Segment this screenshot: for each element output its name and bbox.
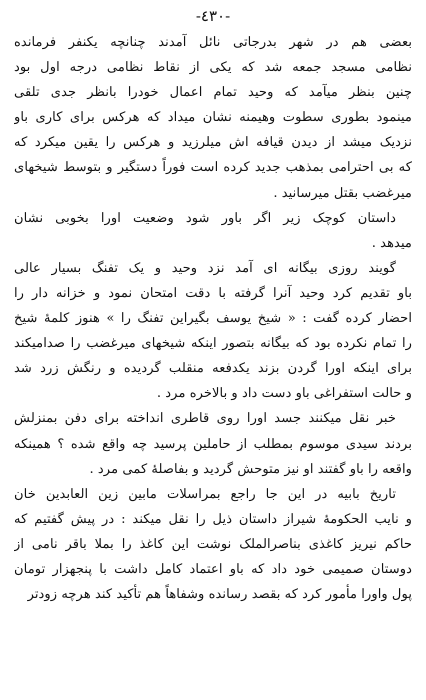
text-line: احضار کرده گفت : « شیخ یوسف بگیراین تفنگ را » هنوز کلمهٔ شیخ	[14, 311, 412, 327]
page-number: -٤٣٠-	[195, 7, 231, 25]
text-line: تاریخ بابیه در این جا راجع بمراسلات مابین زین العابدین خان	[14, 486, 396, 502]
text-line: و حالت استفراغی باو دست داد و بالاخره مرد .	[156, 386, 412, 402]
paragraph	[14, 406, 412, 481]
paragraph	[14, 206, 412, 256]
paragraph	[14, 30, 412, 206]
text-line: برای اینکه اورا گردن بزند یکدفعه منقلب گردیده و رنگش زرد شد	[14, 361, 412, 377]
paragraph	[14, 256, 412, 407]
text-line: بعضی هم در شهر بدرجاتی نائل آمدند چنانچه یکنفر فرمانده	[14, 35, 412, 50]
body-text	[14, 30, 412, 607]
text-line: گویند روزی بیگانه ای آمد نزد وحید و یک تفنگ بسیار عالی	[14, 260, 396, 276]
text-line: بردند سیدی موسوم بمطلب از حاملین پرسید چه واقع شده ؟ همینکه	[14, 436, 412, 452]
paragraph	[14, 482, 412, 607]
text-line: میرغضب بقتل میرسانید .	[273, 185, 412, 201]
text-line: نظامی مسجد جمعه شد که یکی از نقاط نظامی درجه اول بود	[14, 60, 412, 76]
text-line: میدهد .	[371, 235, 412, 251]
text-line: واقعه را باو گفتند او نیز متوحش گردید و بفاصلهٔ کمی مرد .	[89, 461, 412, 477]
text-line: که بی احترامی بمذهب جدید کرده است فوراً دستگیر و بتوسط شیخهای	[14, 160, 412, 176]
text-line: باو تقدیم کرد وحید آنرا گرفته با دقت امتحان نمود و خزانه دار را	[14, 285, 412, 301]
text-line: مینمود بطوری سطوت وهیمنه نشان میداد که هرکس برای کاری باو	[14, 110, 412, 126]
text-line: و نایب الحکومهٔ شیراز داستان ذیل را نقل میکند : در پیش گفتیم که	[14, 511, 412, 527]
text-line: دوستان صمیمی خود داد که باو اعتماد کامل داشت با پنجهزار تومان	[14, 561, 412, 577]
text-line: چنین بنظر میآمد که وحید تمام اعمال خودرا بانظر جدی تلقی	[14, 85, 412, 101]
text-line: خبر نقل میکنند جسد اورا روی قاطری انداخته برای دفن بمنزلش	[14, 411, 396, 427]
text-line: حاکم نیریز کاغذی بناصرالملک نوشت این کاغذ را بملا باقر نامی از	[14, 536, 412, 552]
text-line: نزدیک میشد از دیدن قیافه اش میلرزید و هرکس را یقین میکرد که	[14, 135, 412, 151]
text-line: پول واورا مأمور کرد که بقصد رسانده وشفاهاً هم تأکید کند هرچه زودتر	[27, 587, 412, 603]
text-line: را تمام نکرده بود که بیگانه بتصور اینکه شیخهای میرغضب را صدامیکند	[14, 336, 412, 352]
text-line: داستان کوچک زیر اگر باور شود وضعیت اورا بخوبی نشان	[14, 210, 396, 226]
